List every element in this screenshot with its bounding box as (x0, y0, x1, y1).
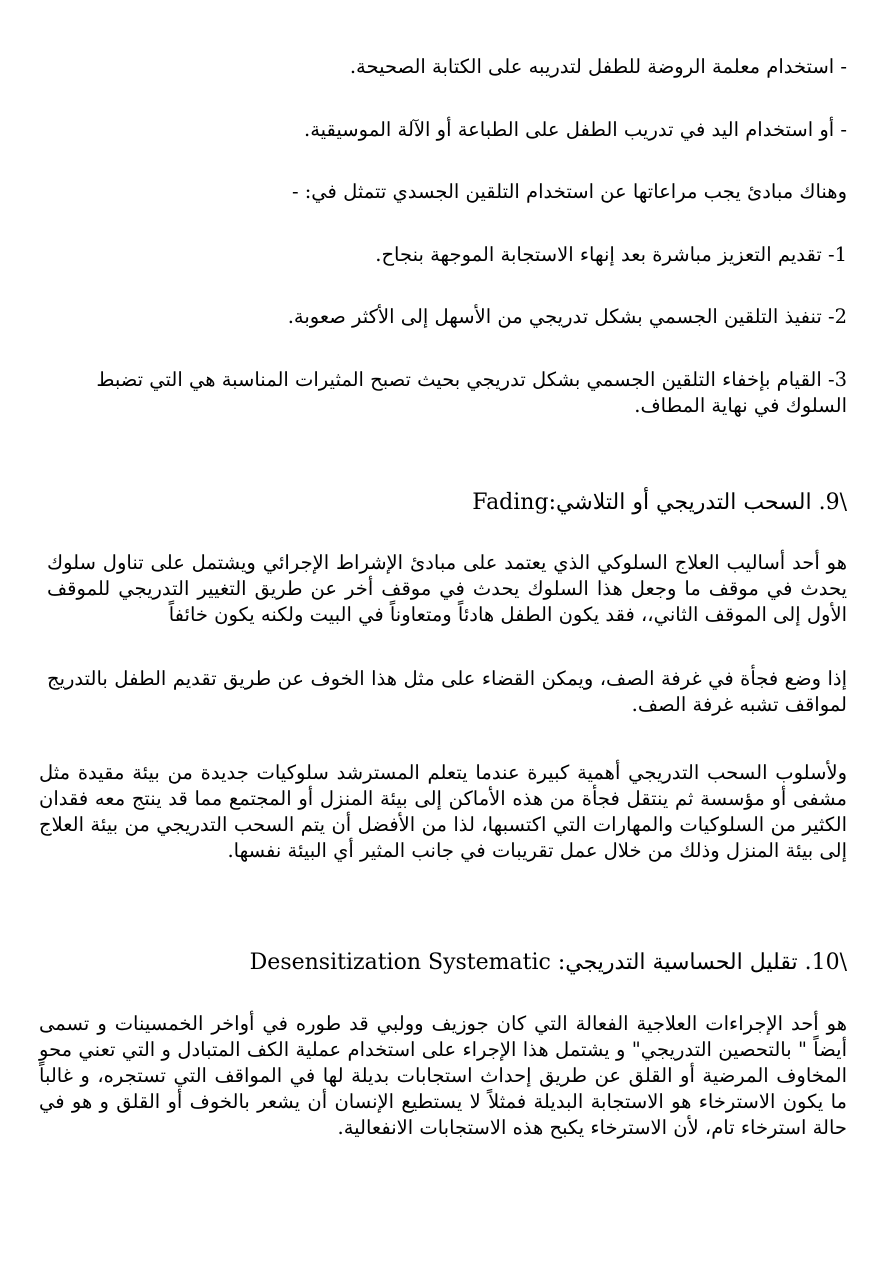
section-9-title: السحب التدريجي أو التلاشي: (548, 490, 812, 515)
principle-1: 1- تقديم التعزيز مباشرة بعد إنهاء الاستجابة الموجهة بنجاح. (375, 243, 847, 266)
section-9-paragraph-2: إذا وضع فجأة في غرفة الصف، ويمكن القضاء على مثل هذا الخوف عن طريق تقديم الطفل بالتدريج لمواقف تشبه غرفة الصف. (47, 667, 847, 716)
section-10-heading (250, 950, 847, 976)
section-10-title-en: Desensitization Systematic (249, 950, 551, 975)
section-9-number: \9. (818, 490, 847, 515)
bullet-line-1: - استخدام معلمة الروضة للطفل لتدريبه على الكتابة الصحيحة. (349, 55, 847, 78)
section-9-paragraph-1: هو أحد أساليب العلاج السلوكي الذي يعتمد على مبادئ الإشراط الإجرائي ويشتمل على تناول سلوك يحدث في موقف ما وجعل هذا السلوك يحدث في موقف أخر عن طريق التغيير التدريجي للموقف الأول إلى الموقف الثاني،، فقد يكون الطفل هادئاً ومتعاوناً في البيت ولكنه يكون خائفاً (47, 551, 847, 626)
section-9-title-en: Fading (472, 490, 549, 515)
section-10-number: \10. (804, 950, 847, 975)
principle-3: 3- القيام بإخفاء التلقين الجسمي بشكل تدريجي بحيث تصبح المثيرات المناسبة هي التي تضبط السلوك في نهاية المطاف. (96, 368, 847, 417)
principles-intro: وهناك مبادئ يجب مراعاتها عن استخدام التلقين الجسدي تتمثل في: - (291, 180, 847, 203)
section-9-heading (472, 490, 847, 516)
bullet-line-2: - أو استخدام اليد في تدريب الطفل على الطباعة أو الآلة الموسيقية. (304, 118, 847, 141)
section-9-paragraph-3: ولأسلوب السحب التدريجي أهمية كبيرة عندما يتعلم المسترشد سلوكيات جديدة من بيئة مقيدة مثل مشفى أو مؤسسة ثم ينتقل فجأة من هذه الأماكن إلى بيئة المنزل أو المجتمع مما قد ينتج معه فقدان الكثير من السلوكيات والمهارات التي اكتسبها، لذا من الأفضل أن يتم السحب التدريجي من بيئة العلاج إلى بيئة المنزل وذلك من خلال عمل تقريبات في جانب المثير أي البيئة نفسها. (39, 761, 847, 862)
section-10-paragraph-1: هو أحد الإجراءات العلاجية الفعالة التي كان جوزيف وولبي قد طوره في أواخر الخمسينات و تسمى أيضاً " بالتحصين التدريجي" و يشتمل هذا الإجراء على استخدام عملية الكف المتبادل و التي تعني محو المخاوف المرضية أو القلق عن طريق إحداث استجابات بديلة لها في المواقف التي تستجره، و غالباً ما يكون الاسترخاء هو الاستجابة البديلة فمثلاً لا يستطيع الإنسان أن يشعر بالخوف أو القلق و هو في حالة استرخاء تام، لأن الاسترخاء يكبح هذه الاستجابات الانفعالية. (39, 1012, 847, 1139)
section-10-title: تقليل الحساسية التدريجي: (557, 950, 798, 975)
principle-2: 2- تنفيذ التلقين الجسمي بشكل تدريجي من الأسهل إلى الأكثر صعوبة. (287, 305, 847, 328)
